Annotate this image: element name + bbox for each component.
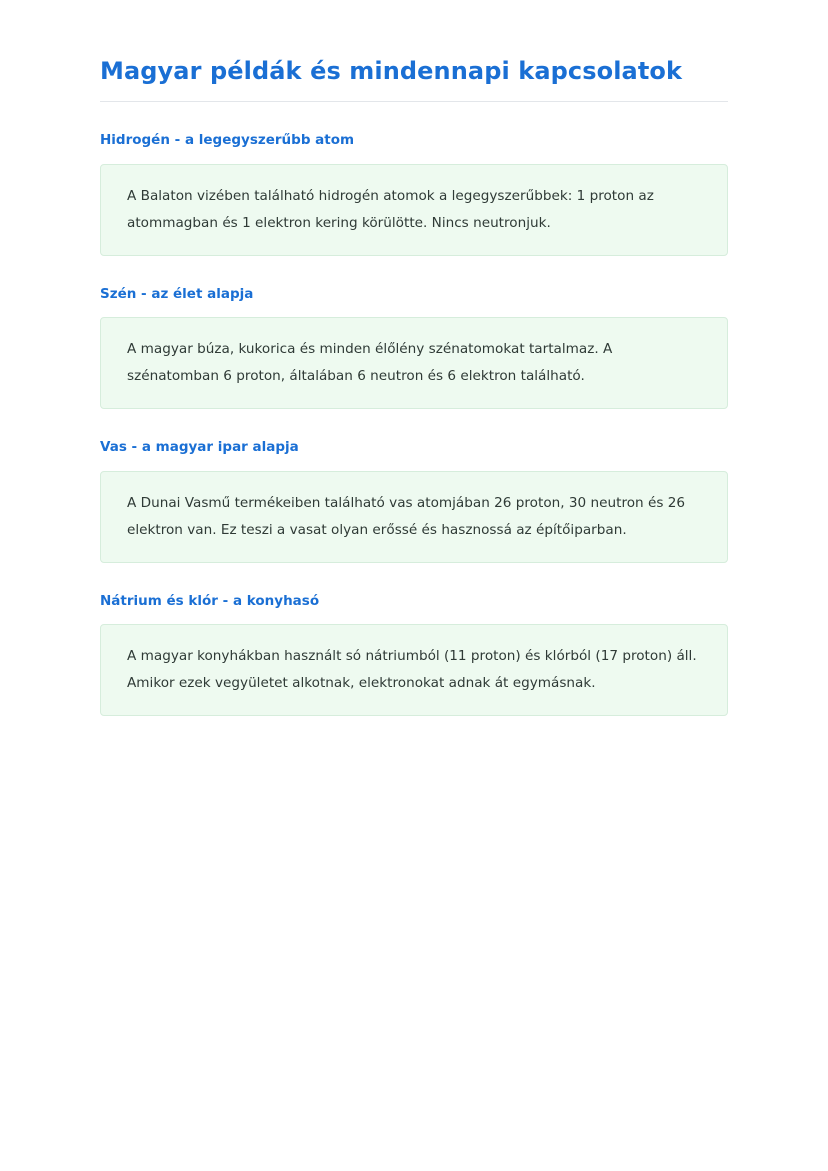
- callout-text: A magyar búza, kukorica és minden élőlény szénatomokat tartalmaz. A szénatomban 6 proton, általában 6 neutron és 6 elektron található.: [127, 341, 613, 385]
- callout-text: A magyar konyhákban használt só nátriumból (11 proton) és klórból (17 proton) áll. Amikor ezek vegyületet alkotnak, elektronokat adnak át egymásnak.: [127, 648, 697, 692]
- callout-box: [100, 164, 728, 256]
- callout-box: [100, 624, 728, 716]
- callout-text: A Dunai Vasmű termékeiben található vas atomjában 26 proton, 30 neutron és 26 elektron van. Ez teszi a vasat olyan erőssé és hasznossá az építőiparban.: [127, 494, 686, 538]
- section-carbon: [100, 286, 728, 410]
- callout-box: [100, 471, 728, 563]
- section-sodium-chlorine: [100, 593, 728, 717]
- section-heading: Hidrogén - a legegyszerűbb atom: [100, 132, 355, 149]
- callout-box: [100, 317, 728, 409]
- callout-text: A Balaton vizében található hidrogén atomok a legegyszerűbbek: 1 proton az atommagban és 1 elektron kering körülötte. Nincs neutronjuk.: [127, 187, 654, 231]
- section-heading: Szén - az élet alapja: [100, 285, 254, 302]
- section-heading: Vas - a magyar ipar alapja: [100, 439, 299, 456]
- section-iron: [100, 439, 728, 563]
- title-divider: [100, 101, 728, 102]
- section-heading: Nátrium és klór - a konyhasó: [100, 592, 320, 609]
- section-hydrogen: [100, 132, 728, 256]
- page-title: Magyar példák és mindennapi kapcsolatok: [100, 57, 683, 85]
